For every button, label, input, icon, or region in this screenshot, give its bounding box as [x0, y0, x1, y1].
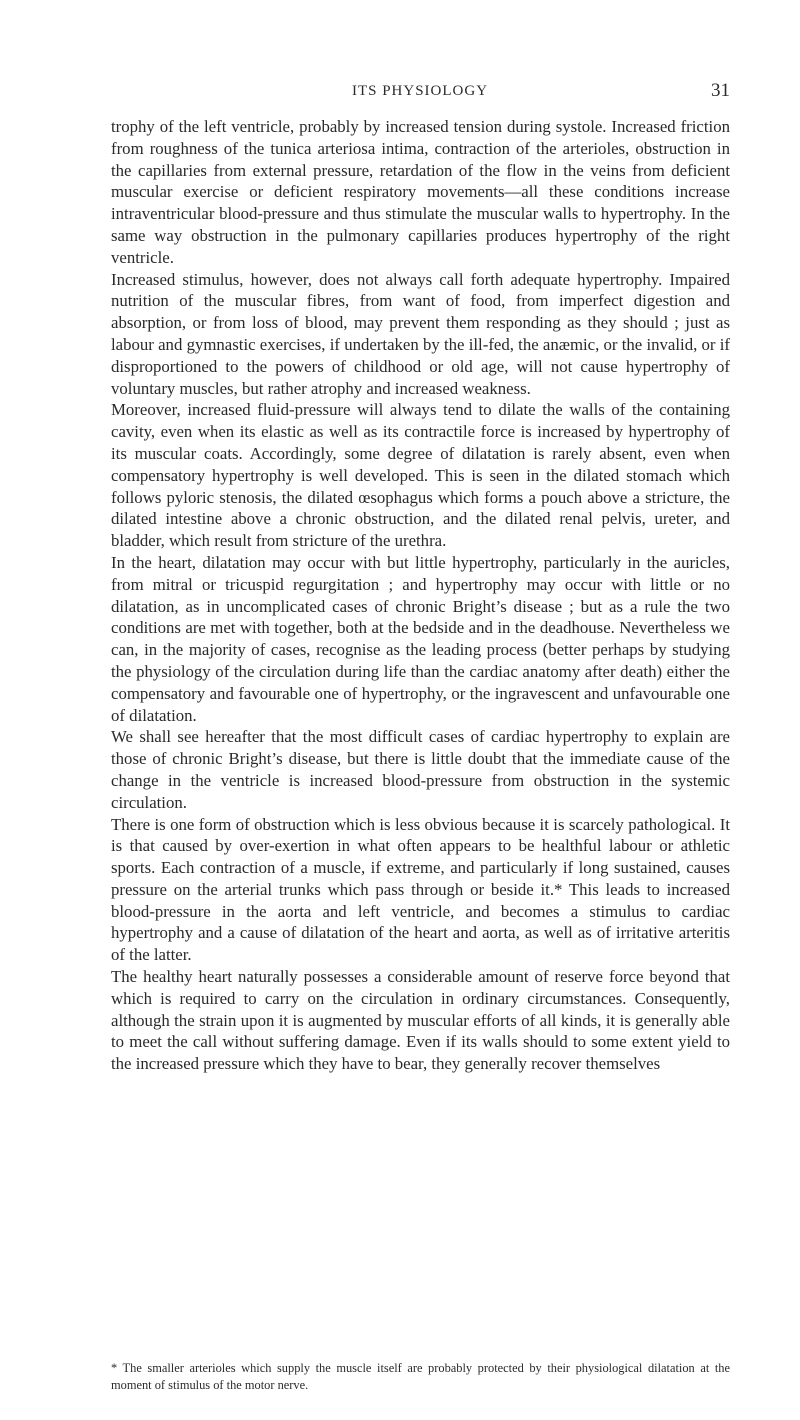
page-number: 31: [711, 80, 730, 101]
running-head: [110, 80, 730, 104]
paragraph: Moreover, increased fluid-pressure will always tend to dilate the walls of the containing cavity, even when its elastic as well as its contractile force is increased by hypertrophy of its muscular coats. Accordingly, some degree of dilatation is rarely absent, even when compensatory hypertrophy is well developed. This is seen in the dilated stomach which follows pyloric stenosis, the dilated œsophagus which forms a pouch above a stricture, the dilated intestine above a chronic obstruction, and the dilated renal pelvis, ureter, and bladder, which result from stricture of the urethra.: [111, 400, 730, 551]
paragraph: There is one form of obstruction which is less obvious because it is scarcely pathological. It is that caused by over-exertion in what often appears to be healthful labour or athletic sports. Each contraction of a muscle, if extreme, and particularly if long sustained, causes pressure on the arterial trunks which pass through or beside it.* This leads to increased blood-pressure in the aorta and left ventricle, and becomes a stimulus to cardiac hypertrophy and a cause of dilatation of the heart and aorta, as well as of irritative arteritis of the latter.: [111, 814, 730, 965]
paragraph: Increased stimulus, however, does not always call forth adequate hypertrophy. Impaired nutrition of the muscular fibres, from want of food, from imperfect digestion and absorption, or from loss of blood, may prevent them responding as they should ; just as labour and gymnastic exercises, if undertaken by the ill-fed, the anæmic, or the invalid, or if disproportioned to the powers of childhood or old age, will not cause hypertrophy of voluntary muscles, but rather atrophy and increased weakness.: [111, 269, 730, 398]
paragraph: We shall see hereafter that the most difficult cases of cardiac hypertrophy to explain are those of chronic Bright’s disease, but there is little doubt that the immediate cause of the change in the ventricle is increased blood-pressure from obstruction in the systemic circulation.: [111, 727, 730, 812]
running-title: ITS PHYSIOLOGY: [351, 83, 489, 99]
paragraph: trophy of the left ventricle, probably by increased tension during systole. Increased friction from roughness of the tunica arteriosa intima, contraction of the arterioles, obstruction in the capillaries from external pressure, retardation of the flow in the veins from deficient muscular exercise or deficient respiratory movements—all these conditions increase intraventricular blood-pressure and thus stimulate the muscular walls to hypertrophy. In the same way obstruction in the pulmonary capillaries produces hypertrophy of the right ventricle.: [111, 117, 730, 267]
footnote: * The smaller arterioles which supply the muscle itself are probably protected by their physiological dilatation at the moment of stimulus of the motor nerve.: [111, 1361, 730, 1392]
paragraph: The healthy heart naturally possesses a considerable amount of reserve force beyond that which is required to carry on the circulation in ordinary circumstances. Consequently, although the strain upon it is augmented by muscular efforts of all kinds, it is generally able to meet the call without suffering damage. Even if its walls should to some extent yield to the increased pressure which they have to bear, they generally recover themselves: [111, 967, 730, 1074]
paragraph: In the heart, dilatation may occur with but little hypertrophy, particularly in the auricles, from mitral or tricuspid regurgitation ; and hypertrophy may occur with little or no dilatation, as in uncomplicated cases of chronic Bright’s disease ; but as a rule the two conditions are met with together, both at the bedside and in the deadhouse. Nevertheless we can, in the majority of cases, recognise as the leading process (better perhaps by studying the physiology of the circulation during life than the cardiac anatomy after death) either the compensatory and favourable one of hypertrophy, or the ingravescent and unfavourable one of dilatation.: [111, 552, 730, 725]
body-text: [111, 116, 730, 1075]
